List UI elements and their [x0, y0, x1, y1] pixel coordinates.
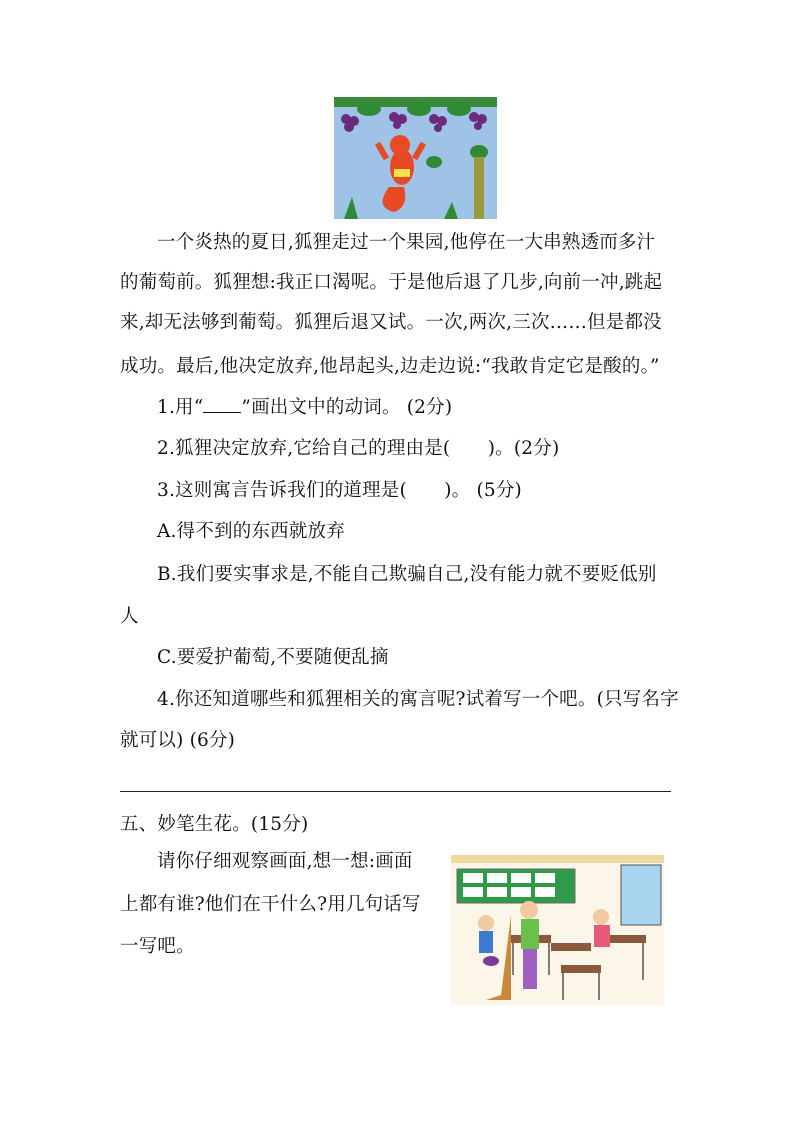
question-4-line-1: 4.你还知道哪些和狐狸相关的寓言呢?试着写一个吧。(只写名字 — [157, 689, 679, 710]
answer-line[interactable] — [120, 791, 671, 792]
question-1-prefix: 1.用“ — [157, 397, 204, 418]
question-1-suffix: ”画出文中的动词。 (2分) — [241, 397, 453, 418]
question-4-line-2: 就可以) (6分) — [120, 730, 236, 751]
option-b-line-2: 人 — [120, 606, 139, 627]
passage-line-3: 来,却无法够到葡萄。狐狸后退又试。一次,两次,三次……但是都没 — [120, 312, 662, 333]
question-3: 3.这则寓言告诉我们的道理是( )。 (5分) — [157, 480, 522, 501]
option-a: A.得不到的东西就放弃 — [157, 521, 345, 542]
fox-grapes-illustration — [334, 97, 497, 219]
question-2: 2.狐狸决定放弃,它给自己的理由是( )。(2分) — [157, 438, 560, 459]
section-5-title: 五、妙笔生花。(15分) — [120, 814, 309, 835]
classroom-illustration — [451, 855, 664, 1005]
underline-sample — [203, 396, 241, 413]
passage-line-1: 一个炎热的夏日,狐狸走过一个果园,他停在一大串熟透而多汁 — [157, 232, 656, 253]
option-b-line-1: B.我们要实事求是,不能自己欺骗自己,没有能力就不要贬低别 — [157, 564, 657, 585]
passage-line-2: 的葡萄前。狐狸想:我正口渴呢。于是他后退了几步,向前一冲,跳起 — [120, 272, 663, 293]
option-c: C.要爱护葡萄,不要随便乱摘 — [157, 647, 389, 668]
section-5-line-3: 一写吧。 — [120, 936, 195, 957]
section-5-line-2: 上都有谁?他们在干什么?用几句话写 — [120, 894, 421, 915]
section-5-line-1: 请你仔细观察画面,想一想:画面 — [157, 851, 413, 872]
passage-line-4: 成功。最后,他决定放弃,他昂起头,边走边说:“我敢肯定它是酸的。” — [120, 356, 660, 377]
question-1 — [157, 396, 712, 420]
